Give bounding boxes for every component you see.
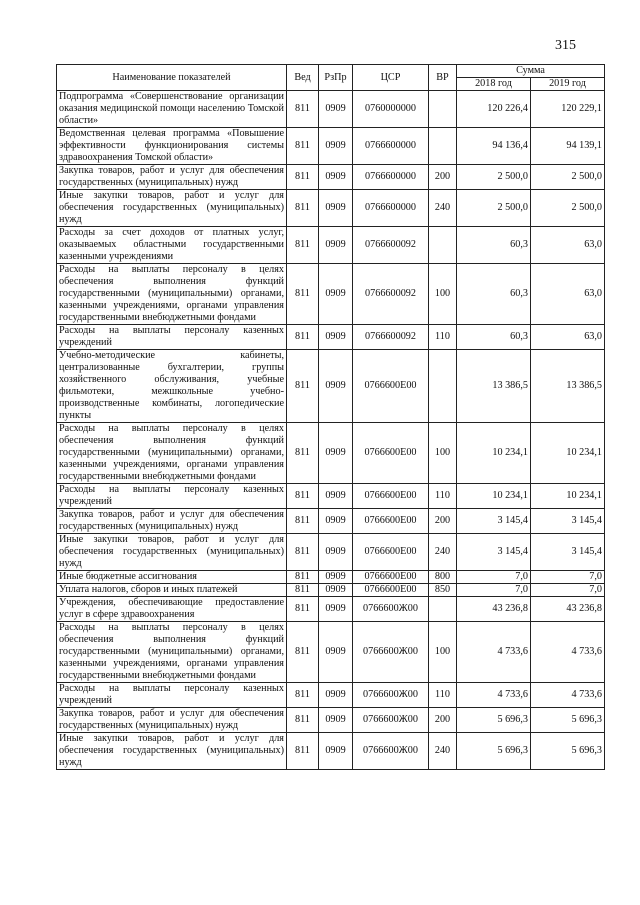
cell-rzpr: 0909 [319, 227, 353, 264]
cell-rzpr: 0909 [319, 484, 353, 509]
cell-vr [429, 128, 457, 165]
cell-ved: 811 [287, 227, 319, 264]
cell-vr [429, 597, 457, 622]
cell-vr: 110 [429, 325, 457, 350]
cell-rzpr: 0909 [319, 733, 353, 770]
cell-name: Закупка товаров, работ и услуг для обеспечения государственных (муниципальных) нужд [57, 708, 287, 733]
cell-2018: 5 696,3 [457, 733, 531, 770]
cell-2019: 13 386,5 [531, 350, 605, 423]
cell-csr: 0766600Ж00 [353, 683, 429, 708]
cell-2018: 13 386,5 [457, 350, 531, 423]
cell-rzpr: 0909 [319, 350, 353, 423]
cell-csr: 0766600Е00 [353, 509, 429, 534]
cell-ved: 811 [287, 264, 319, 325]
cell-2019: 7,0 [531, 571, 605, 584]
cell-csr: 0766600Ж00 [353, 708, 429, 733]
cell-rzpr: 0909 [319, 264, 353, 325]
cell-2018: 94 136,4 [457, 128, 531, 165]
cell-2019: 3 145,4 [531, 509, 605, 534]
cell-csr: 0766600Е00 [353, 423, 429, 484]
table-row [57, 91, 605, 128]
cell-2019: 10 234,1 [531, 484, 605, 509]
cell-vr: 240 [429, 534, 457, 571]
cell-2018: 7,0 [457, 571, 531, 584]
header-rzpr: РзПр [319, 65, 353, 91]
cell-2019: 10 234,1 [531, 423, 605, 484]
cell-name: Расходы на выплаты персоналу в целях обеспечения выполнения функций государственными (муниципальными) органами, казенными учреждениями, органами управления государственными внебюджетными фондами [57, 264, 287, 325]
cell-rzpr: 0909 [319, 91, 353, 128]
cell-rzpr: 0909 [319, 571, 353, 584]
cell-name: Расходы за счет доходов от платных услуг, оказываемых областными государственными казенными учреждениями [57, 227, 287, 264]
header-year-2019: 2019 год [531, 78, 605, 91]
header-name: Наименование показателей [57, 65, 287, 91]
cell-rzpr: 0909 [319, 128, 353, 165]
header-sum: Сумма [457, 65, 605, 78]
cell-2019: 120 229,1 [531, 91, 605, 128]
cell-2018: 7,0 [457, 584, 531, 597]
cell-rzpr: 0909 [319, 165, 353, 190]
cell-vr: 100 [429, 622, 457, 683]
cell-csr: 0766600Е00 [353, 534, 429, 571]
cell-2018: 60,3 [457, 264, 531, 325]
cell-csr: 0760000000 [353, 91, 429, 128]
cell-ved: 811 [287, 423, 319, 484]
cell-ved: 811 [287, 190, 319, 227]
cell-ved: 811 [287, 622, 319, 683]
cell-vr [429, 227, 457, 264]
cell-vr: 110 [429, 683, 457, 708]
table-body [57, 91, 605, 770]
table-row [57, 534, 605, 571]
cell-name: Учреждения, обеспечивающие предоставление услуг в сфере здравоохранения [57, 597, 287, 622]
table-row [57, 597, 605, 622]
cell-2019: 63,0 [531, 325, 605, 350]
cell-vr: 200 [429, 509, 457, 534]
cell-name: Расходы на выплаты персоналу в целях обеспечения выполнения функций государственными (муниципальными) органами, казенными учреждениями, органами управления государственными внебюджетными фондами [57, 423, 287, 484]
cell-2019: 5 696,3 [531, 708, 605, 733]
cell-name: Закупка товаров, работ и услуг для обеспечения государственных (муниципальных) нужд [57, 509, 287, 534]
cell-name: Уплата налогов, сборов и иных платежей [57, 584, 287, 597]
table-row [57, 423, 605, 484]
table-row [57, 264, 605, 325]
cell-2019: 63,0 [531, 264, 605, 325]
cell-rzpr: 0909 [319, 708, 353, 733]
cell-name: Иные закупки товаров, работ и услуг для обеспечения государственных (муниципальных) нужд [57, 534, 287, 571]
cell-csr: 0766600Е00 [353, 571, 429, 584]
cell-2018: 120 226,4 [457, 91, 531, 128]
cell-name: Иные закупки товаров, работ и услуг для обеспечения государственных (муниципальных) нужд [57, 733, 287, 770]
cell-vr: 110 [429, 484, 457, 509]
table-row [57, 350, 605, 423]
cell-vr [429, 91, 457, 128]
cell-ved: 811 [287, 128, 319, 165]
cell-2018: 2 500,0 [457, 190, 531, 227]
cell-2019: 2 500,0 [531, 190, 605, 227]
cell-rzpr: 0909 [319, 683, 353, 708]
cell-2019: 4 733,6 [531, 683, 605, 708]
cell-ved: 811 [287, 597, 319, 622]
cell-name: Учебно-методические кабинеты, централизованные бухгалтерии, группы хозяйственного обслуживания, учебные фильмотеки, межшкольные учебно-производственные комбинаты, логопедические пункты [57, 350, 287, 423]
cell-rzpr: 0909 [319, 190, 353, 227]
cell-2018: 5 696,3 [457, 708, 531, 733]
cell-ved: 811 [287, 350, 319, 423]
header-ved: Вед [287, 65, 319, 91]
cell-2019: 7,0 [531, 584, 605, 597]
table-row [57, 227, 605, 264]
cell-csr: 0766600092 [353, 227, 429, 264]
cell-2019: 43 236,8 [531, 597, 605, 622]
cell-ved: 811 [287, 165, 319, 190]
cell-2018: 2 500,0 [457, 165, 531, 190]
cell-name: Ведомственная целевая программа «Повышение эффективности функционирования системы здравоохранения Томской области» [57, 128, 287, 165]
cell-ved: 811 [287, 584, 319, 597]
cell-vr: 850 [429, 584, 457, 597]
cell-2018: 60,3 [457, 227, 531, 264]
cell-ved: 811 [287, 534, 319, 571]
cell-vr: 200 [429, 708, 457, 733]
table-row [57, 683, 605, 708]
header-vr: ВР [429, 65, 457, 91]
cell-csr: 0766600092 [353, 264, 429, 325]
cell-ved: 811 [287, 325, 319, 350]
cell-2019: 3 145,4 [531, 534, 605, 571]
table-row [57, 571, 605, 584]
cell-ved: 811 [287, 91, 319, 128]
table-row [57, 190, 605, 227]
cell-rzpr: 0909 [319, 325, 353, 350]
table-row [57, 509, 605, 534]
table-row [57, 325, 605, 350]
cell-name: Подпрограмма «Совершенствование организации оказания медицинской помощи населению Томской области» [57, 91, 287, 128]
cell-rzpr: 0909 [319, 584, 353, 597]
cell-2018: 60,3 [457, 325, 531, 350]
cell-name: Закупка товаров, работ и услуг для обеспечения государственных (муниципальных) нужд [57, 165, 287, 190]
table-row [57, 584, 605, 597]
table-row [57, 128, 605, 165]
table-header [57, 65, 605, 91]
cell-2018: 43 236,8 [457, 597, 531, 622]
cell-name: Иные закупки товаров, работ и услуг для обеспечения государственных (муниципальных) нужд [57, 190, 287, 227]
cell-ved: 811 [287, 733, 319, 770]
cell-csr: 0766600Е00 [353, 484, 429, 509]
cell-2019: 94 139,1 [531, 128, 605, 165]
cell-rzpr: 0909 [319, 622, 353, 683]
cell-rzpr: 0909 [319, 597, 353, 622]
table-row [57, 165, 605, 190]
table-row [57, 733, 605, 770]
cell-vr: 200 [429, 165, 457, 190]
cell-2018: 3 145,4 [457, 534, 531, 571]
cell-vr: 240 [429, 733, 457, 770]
cell-csr: 0766600000 [353, 190, 429, 227]
cell-2018: 10 234,1 [457, 484, 531, 509]
cell-name: Расходы на выплаты персоналу казенных учреждений [57, 325, 287, 350]
cell-name: Расходы на выплаты персоналу казенных учреждений [57, 683, 287, 708]
header-csr: ЦСР [353, 65, 429, 91]
cell-csr: 0766600000 [353, 165, 429, 190]
cell-name: Иные бюджетные ассигнования [57, 571, 287, 584]
cell-2018: 10 234,1 [457, 423, 531, 484]
cell-csr: 0766600Ж00 [353, 622, 429, 683]
cell-ved: 811 [287, 484, 319, 509]
cell-name: Расходы на выплаты персоналу в целях обеспечения выполнения функций государственными (муниципальными) органами, казенными учреждениями, органами управления государственными внебюджетными фондами [57, 622, 287, 683]
cell-csr: 0766600000 [353, 128, 429, 165]
cell-ved: 811 [287, 509, 319, 534]
cell-2018: 4 733,6 [457, 622, 531, 683]
cell-2019: 2 500,0 [531, 165, 605, 190]
cell-2018: 4 733,6 [457, 683, 531, 708]
cell-name: Расходы на выплаты персоналу казенных учреждений [57, 484, 287, 509]
cell-2019: 4 733,6 [531, 622, 605, 683]
cell-csr: 0766600Ж00 [353, 733, 429, 770]
cell-csr: 0766600Е00 [353, 584, 429, 597]
page-number: 315 [555, 38, 576, 53]
cell-vr: 240 [429, 190, 457, 227]
table-row [57, 484, 605, 509]
cell-vr: 100 [429, 264, 457, 325]
cell-csr: 0766600Е00 [353, 350, 429, 423]
cell-vr: 800 [429, 571, 457, 584]
cell-rzpr: 0909 [319, 423, 353, 484]
cell-csr: 0766600Ж00 [353, 597, 429, 622]
table-row [57, 622, 605, 683]
cell-ved: 811 [287, 571, 319, 584]
cell-vr [429, 350, 457, 423]
cell-2019: 63,0 [531, 227, 605, 264]
cell-2018: 3 145,4 [457, 509, 531, 534]
budget-table [56, 64, 605, 770]
header-year-2018: 2018 год [457, 78, 531, 91]
cell-rzpr: 0909 [319, 509, 353, 534]
cell-vr: 100 [429, 423, 457, 484]
cell-ved: 811 [287, 683, 319, 708]
table-row [57, 708, 605, 733]
cell-2019: 5 696,3 [531, 733, 605, 770]
cell-rzpr: 0909 [319, 534, 353, 571]
cell-ved: 811 [287, 708, 319, 733]
cell-csr: 0766600092 [353, 325, 429, 350]
